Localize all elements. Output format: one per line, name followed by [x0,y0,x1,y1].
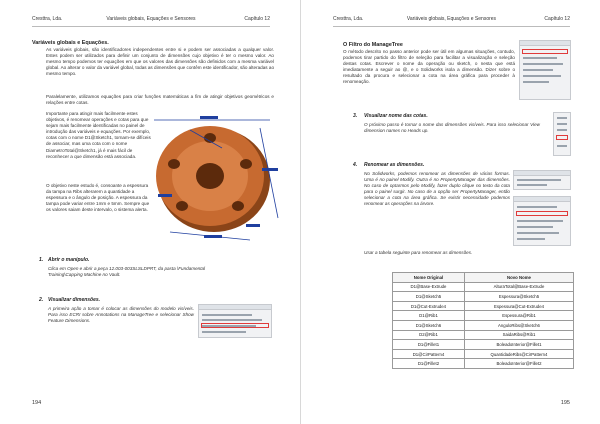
table-row [393,320,574,330]
table-row [393,292,574,302]
cell-original: D1@Rib1 [393,311,465,321]
table-row [393,340,574,350]
step-4-number: 4. [353,162,358,168]
step-2-title: Visualizar dimensões. [48,297,101,303]
cell-new: AlturaTotal@Base-Extrude [464,282,573,292]
step-3-title: Visualizar nome das cotas. [364,113,428,119]
column-header-new: Novo Nome [464,273,573,283]
step-1-title: Abrir o manípulo. [48,257,90,263]
step-4-text-1: No Solidworks, podemos renomear as dimensões de várias formas. Uma é no painel Modify. Outra é no PropertyManager das dimensões. No caso de optarmos pelo Modify, fazer duplo clique no texto da cota para o painel surgir. No caso de a opção ser PropertyManager, então selecionar a cota na área gráfica. Se existir necessidade podemos renomear as operações na árvore. [364,171,510,207]
step-4-text-2: Usar a tabela seguinte para renomear as dimensões. [364,250,473,255]
heads-up-toolbar-screenshot [553,112,571,156]
rename-explanation: Importante para atingir mais facilmente estes objetivos, é renomear operações e cotas para que sejam mais facilmente identificadas no painel de introdução das variáveis e equações. Por exemplo, cotas com o nome D1@Sketch1, tornam-se difíceis de associar, mas uma cota com o nome DiametroTotal@Sketch1, já é mais fácil de reconhecer a que dimensão está associada. [46,111,151,159]
cell-original: D1@CirPattern4 [393,349,465,359]
cell-original: D1@Base-Extrude [393,282,465,292]
table-row [393,311,574,321]
modify-panel-icon [513,170,571,190]
property-manager-screenshot [513,196,571,246]
intro-paragraph-1: As variáveis globais, são identificadores independentes entre si e podem ser associadas a qualquer valor. Estes podem ser utilizados para definir um conjunto de dimensões cujo objetivo é ter o mesmo valor. Ao mesmo tempo podemos ter equações em que os valores das dimensões são definidos com a mesma variável global. Ao alterar o valor da variável global, todas as dimensões que contêm este identificador, são alteradas ao mesmo tempo. [46,47,274,77]
cell-original: D1@Fillet2 [393,359,465,369]
cell-new: Espessura@Rib1 [464,311,573,321]
step-3-number: 3. [353,113,358,119]
page-number: 195 [560,400,570,406]
intro-paragraph-2: Paralelamente, utilizamos equações para criar funções matemáticas a fim de atingir objetivos geométricos e relações entre cotas. [46,94,274,106]
step-1-number: 1. [39,257,44,263]
section-title: Variáveis globais e Equações. [32,40,109,46]
column-header-original: Nome Original [393,273,465,283]
right-header [333,16,570,26]
cell-original: D1@Fillet1 [393,340,465,350]
header-rule [32,26,270,27]
left-header [32,16,270,26]
cell-original: D1@Cut-Extrude4 [393,301,465,311]
part-model-image [150,108,282,246]
cell-new: Espessura@Cut-Extrude4 [464,301,573,311]
cell-new: SaidaRibs@Rib1 [464,330,573,340]
cell-new: BoleadoInterior@Fillet1 [464,340,573,350]
table-row [393,282,574,292]
table-row [393,349,574,359]
header-chapter-title: Variáveis globais, Equações e Sensores [406,16,497,22]
cell-new: Espessura@Sketch5 [464,292,573,302]
header-company: Cresttra, Lda. [32,16,63,22]
cell-original: D2@Rib1 [393,330,465,340]
header-rule [333,26,570,27]
step-3-text: O próximo passo é tornar o nome das dimensões visíveis. Para isso selecionar View dimension names no Heads up. [364,122,540,134]
table-row [393,359,574,369]
header-chapter-title: Variáveis globais, Equações e Sensores [106,16,196,22]
table-row [393,301,574,311]
table-row [393,330,574,340]
step-2-number: 2. [39,297,44,303]
step-2-text: A primeira ação a tomar é colocar as dimensões do modelo visíveis. Para isso ECRI sobre Annotations na ManageTree e selecionar Show Feature Dimensions. [48,306,194,324]
filter-paragraph: O método descrito no passo anterior pode ser útil em algumas situações, contudo, podemos tirar partido do filtro de seleção para facilitar a visualização e seleção destas cotas. Escrever o nome da operação ou sketch, o nesta que está imediatamente a seguir ao @, e o Solidworks isola a dimensão. Dizer sobre o resultado da procura e selecionar a cota na área gráfica para proceder à renomeação. [343,49,515,85]
objective-paragraph: O objetivo neste estudo é, consoante a espessura da tampa na Ribs alterarem a quantidade a espessura e o ângulo de posição. A espessura da tampa pode variar entre 1mm e 5mm. Sempre que os valores saiam deste intervalo, o sistema alerta. [46,183,150,213]
header-company: Cresttra, Lda. [333,16,364,22]
step-1-text: Clica em Open e abrir a peça 12.003-003SLSLDPRT, da pasta \Fundamental Training\Capping Machine no Vault. [48,266,206,278]
step-4-title: Renomear as dimensões. [364,162,425,168]
cell-original: D1@Sketch6 [393,320,465,330]
cell-new: AnguloRibs@Sketch6 [464,320,573,330]
page-number: 194 [32,400,42,406]
cell-new: BoleadoInterior@Fillet2 [464,359,573,369]
cell-original: D1@Sketch5 [393,292,465,302]
cell-new: QuantidadeRibs@CirPattern4 [464,349,573,359]
filter-section-title: O Filtro do ManageTree [343,42,403,48]
context-menu-screenshot [198,304,272,338]
header-chapter: Capítulo 12 [244,16,270,22]
table-header-row [393,273,574,283]
filter-tree-screenshot [519,40,571,100]
rename-table [392,272,574,369]
header-chapter: Capítulo 12 [544,16,570,22]
